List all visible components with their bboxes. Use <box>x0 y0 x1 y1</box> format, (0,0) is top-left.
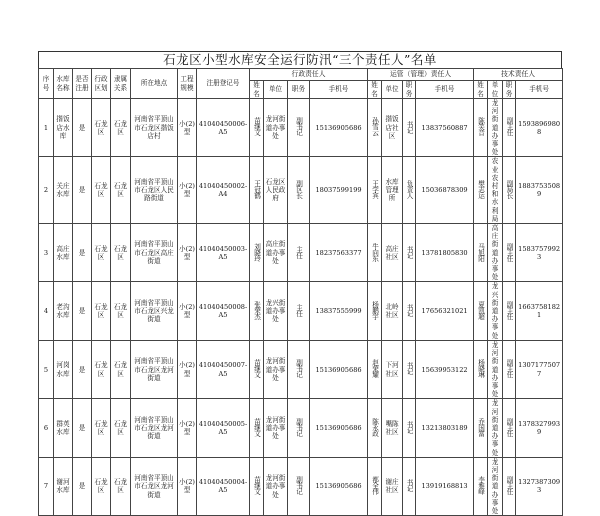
header-tech-phone: 手机号 <box>516 81 563 99</box>
tech-duty-cell <box>503 399 516 457</box>
reg-no-cell: 41040450004-A5 <box>197 457 250 515</box>
tech-duty-cell-text: 副主任 <box>505 300 514 320</box>
header-sup-phone: 手机号 <box>416 81 474 99</box>
seq-cell: 3 <box>39 224 54 282</box>
reservoir-name-cell: 高庄水库 <box>54 224 73 282</box>
tech-duty-cell-text: 副主任 <box>505 417 514 437</box>
reg-no-cell: 41040450003-A5 <box>197 224 250 282</box>
header-admin-name: 姓名 <box>250 81 264 99</box>
admin-duty-cell-text: 主任 <box>294 303 303 317</box>
tech-duty-cell-text: 副主任 <box>505 242 514 261</box>
header-reg-no: 注册登记号 <box>197 69 250 99</box>
supervisor-name-cell <box>368 224 382 282</box>
admin-duty-cell-text: 副区长 <box>294 179 303 199</box>
tech-duty-cell <box>503 99 516 157</box>
admin-name-cell <box>250 399 264 457</box>
admin-name-cell-text: 苗继文 <box>252 359 261 378</box>
tech-name-cell <box>474 282 488 340</box>
tech-duty-cell <box>503 157 516 224</box>
supervisor-phone-cell: 17656321021 <box>416 282 474 340</box>
supervisor-duty-cell-text: 书记 <box>405 120 414 133</box>
supervisor-duty-cell-text: 书记 <box>405 303 414 317</box>
supervisor-phone-cell: 13781805830 <box>416 224 474 282</box>
tech-duty-cell-text: 副主任 <box>505 359 514 378</box>
admin-unit-cell: 龙河街道办事处 <box>264 457 288 515</box>
header-location: 所在地点 <box>131 69 178 99</box>
supervisor-duty-cell <box>403 282 416 340</box>
affiliation-cell: 石龙区 <box>111 224 131 282</box>
tech-name-cell-text: 乔国富 <box>476 417 485 437</box>
admin-duty-cell-text: 副书记 <box>294 476 303 495</box>
project-scale-cell: 小(2)型 <box>178 399 197 457</box>
admin-name-cell-text: 苗继文 <box>252 417 261 437</box>
seq-cell: 1 <box>39 99 54 157</box>
table-row <box>39 457 563 515</box>
supervisor-phone-cell: 13213803189 <box>416 399 474 457</box>
reservoir-name-cell: 老沟水库 <box>54 282 73 340</box>
reservoir-name-cell: 关庄水库 <box>54 157 73 224</box>
project-scale-cell: 小(2)型 <box>178 157 197 224</box>
tech-name-cell <box>474 340 488 398</box>
supervisor-name-cell-text: 孙雪云 <box>370 117 379 136</box>
affiliation-cell: 石龙区 <box>111 99 131 157</box>
admin-duty-cell-text: 副书记 <box>294 117 303 136</box>
tech-duty-cell <box>503 340 516 398</box>
project-scale-cell: 小(2)型 <box>178 224 197 282</box>
admin-unit-cell: 龙河街道办事处 <box>264 99 288 157</box>
admin-duty-cell <box>288 157 310 224</box>
location-cell: 河南省平顶山市石龙区兴龙街道 <box>131 282 178 340</box>
admin-unit-cell: 龙河街道办事处 <box>264 399 288 457</box>
tech-phone-cell: 13783279939 <box>516 399 563 457</box>
admin-duty-cell-text: 副书记 <box>294 359 303 378</box>
supervisor-duty-cell <box>403 99 416 157</box>
tech-duty-cell <box>503 282 516 340</box>
header-group-supervisor: 运管（管理）责任人 <box>368 69 474 81</box>
project-scale-cell: 小(2)型 <box>178 340 197 398</box>
tech-duty-cell-text: 副主任 <box>505 476 514 495</box>
registered-cell: 是 <box>73 99 92 157</box>
supervisor-phone-cell: 13919168813 <box>416 457 474 515</box>
table-row <box>39 282 563 340</box>
responsibility-table <box>38 68 563 516</box>
admin-name-cell-text: 张荣杰 <box>252 300 261 320</box>
tech-phone-cell: 18837535089 <box>516 157 563 224</box>
tech-name-cell <box>474 457 488 515</box>
supervisor-name-cell-text: 杨鹏宇 <box>370 300 379 320</box>
registered-cell: 是 <box>73 282 92 340</box>
admin-name-cell <box>250 457 264 515</box>
supervisor-duty-cell-text: 负责人 <box>405 179 414 199</box>
tech-unit-cell: 龙兴街道办事处 <box>488 282 503 340</box>
affiliation-cell: 石龙区 <box>111 157 131 224</box>
admin-area-cell: 石龙区 <box>92 157 111 224</box>
supervisor-unit-cell: 北岭社区 <box>382 282 403 340</box>
admin-phone-cell: 13837555999 <box>310 282 368 340</box>
admin-name-cell <box>250 224 264 282</box>
header-registered: 是否注册 <box>73 69 92 99</box>
admin-unit-cell: 龙河街道办事处 <box>264 340 288 398</box>
affiliation-cell: 石龙区 <box>111 340 131 398</box>
supervisor-unit-cell: 高庄社区 <box>382 224 403 282</box>
location-cell: 河南省平顶山市石龙区龙河街道 <box>131 399 178 457</box>
supervisor-name-cell-text: 都全伟 <box>370 476 379 495</box>
admin-name-cell-text: 刘晓玲 <box>252 242 261 261</box>
reg-no-cell: 41040450007-A5 <box>197 340 250 398</box>
admin-name-cell-text: 苗继文 <box>252 476 261 495</box>
reservoir-name-cell: 河岗水库 <box>54 340 73 398</box>
header-sup-unit: 单位 <box>382 81 403 99</box>
header-group-tech: 技术责任人 <box>474 69 563 81</box>
seq-cell: 5 <box>39 340 54 398</box>
tech-duty-cell-text: 副局长 <box>505 179 514 199</box>
supervisor-unit-cell: 下河社区 <box>382 340 403 398</box>
supervisor-duty-cell-text: 书记 <box>405 362 414 375</box>
supervisor-duty-cell-text: 书记 <box>405 245 414 258</box>
tech-unit-cell: 龙河街道办事处 <box>488 99 503 157</box>
reg-no-cell: 41040450006-A5 <box>197 99 250 157</box>
project-scale-cell: 小(2)型 <box>178 282 197 340</box>
admin-unit-cell: 高庄街道办事处 <box>264 224 288 282</box>
admin-duty-cell-text: 主任 <box>294 245 303 258</box>
registered-cell: 是 <box>73 399 92 457</box>
admin-area-cell: 石龙区 <box>92 399 111 457</box>
admin-name-cell-text: 王冠鹤 <box>252 179 261 199</box>
reg-no-cell: 41040450005-A5 <box>197 399 250 457</box>
registered-cell: 是 <box>73 340 92 398</box>
admin-unit-cell: 龙兴街道办事处 <box>264 282 288 340</box>
admin-area-cell: 石龙区 <box>92 457 111 515</box>
reservoir-name-cell: 谢河水库 <box>54 457 73 515</box>
admin-name-cell <box>250 99 264 157</box>
supervisor-phone-cell: 13837560887 <box>416 99 474 157</box>
admin-name-cell <box>250 340 264 398</box>
supervisor-duty-cell-text: 书记 <box>405 479 414 492</box>
header-seq: 序号 <box>39 69 54 99</box>
seq-cell: 2 <box>39 157 54 224</box>
supervisor-name-cell-text: 牛向东 <box>370 242 379 261</box>
registered-cell: 是 <box>73 157 92 224</box>
supervisor-phone-cell: 15036878309 <box>416 157 474 224</box>
reg-no-cell: 41040450008-A5 <box>197 282 250 340</box>
tech-name-cell-text: 樊志运 <box>476 179 485 199</box>
project-scale-cell: 小(2)型 <box>178 99 197 157</box>
tech-name-cell-text: 杨晓琳 <box>476 359 485 378</box>
tech-phone-cell: 15837579923 <box>516 224 563 282</box>
header-tech-duty: 职务 <box>503 81 516 99</box>
table-row <box>39 157 563 224</box>
admin-phone-cell: 15136905686 <box>310 399 368 457</box>
tech-name-cell <box>474 224 488 282</box>
tech-duty-cell <box>503 224 516 282</box>
header-admin-duty: 职务 <box>288 81 310 99</box>
supervisor-name-cell <box>368 282 382 340</box>
tech-unit-cell: 高庄街道办事处 <box>488 224 503 282</box>
supervisor-name-cell-text: 赵荣耀 <box>370 359 379 378</box>
supervisor-unit-cell: 揩饭店社区 <box>382 99 403 157</box>
header-reservoir-name: 水库名称 <box>54 69 73 99</box>
document-title: 石龙区小型水库安全运行防汛“三个责任人”名单 <box>38 51 562 68</box>
header-admin-unit: 单位 <box>264 81 288 99</box>
affiliation-cell: 石龙区 <box>111 399 131 457</box>
location-cell: 河南省平顶山市石龙区龙河街道 <box>131 340 178 398</box>
admin-area-cell: 石龙区 <box>92 282 111 340</box>
admin-duty-cell <box>288 99 310 157</box>
tech-name-cell-text: 夏凯超 <box>476 300 485 320</box>
table-row <box>39 399 563 457</box>
supervisor-name-cell <box>368 99 382 157</box>
tech-name-cell-text: 李雅峰 <box>476 476 485 495</box>
location-cell: 河南省平顶山市石龙区高庄街道 <box>131 224 178 282</box>
header-tech-name: 姓名 <box>474 81 488 99</box>
tech-unit-cell: 龙河街道办事处 <box>488 457 503 515</box>
supervisor-duty-cell <box>403 399 416 457</box>
table-row <box>39 340 563 398</box>
supervisor-unit-cell: 嘴陈社区 <box>382 399 403 457</box>
supervisor-duty-cell <box>403 457 416 515</box>
admin-area-cell: 石龙区 <box>92 340 111 398</box>
supervisor-name-cell-text: 王学宾 <box>370 179 379 199</box>
tech-phone-cell: 13273873093 <box>516 457 563 515</box>
reg-no-cell: 41040450002-A4 <box>197 157 250 224</box>
admin-phone-cell: 18037599199 <box>310 157 368 224</box>
tech-phone-cell: 13071775077 <box>516 340 563 398</box>
header-row-groups <box>39 69 563 81</box>
affiliation-cell: 石龙区 <box>111 282 131 340</box>
admin-phone-cell: 15136905686 <box>310 457 368 515</box>
supervisor-name-cell <box>368 457 382 515</box>
admin-area-cell: 石龙区 <box>92 99 111 157</box>
supervisor-unit-cell: 谢庄社区 <box>382 457 403 515</box>
supervisor-name-cell <box>368 399 382 457</box>
supervisor-name-cell <box>368 340 382 398</box>
tech-name-cell <box>474 157 488 224</box>
admin-phone-cell: 18237563377 <box>310 224 368 282</box>
tech-unit-cell: 龙河街道办事处 <box>488 399 503 457</box>
header-affiliation: 隶属关系 <box>111 69 131 99</box>
seq-cell: 6 <box>39 399 54 457</box>
header-project-scale: 工程规模 <box>178 69 197 99</box>
admin-unit-cell: 石龙区人民政府 <box>264 157 288 224</box>
admin-area-cell: 石龙区 <box>92 224 111 282</box>
admin-duty-cell <box>288 457 310 515</box>
tech-unit-cell: 龙河街道办事处 <box>488 340 503 398</box>
admin-name-cell-text: 苗继文 <box>252 117 261 136</box>
tech-duty-cell-text: 副主任 <box>505 117 514 136</box>
supervisor-duty-cell <box>403 340 416 398</box>
tech-name-cell-text: 陈笑音 <box>476 117 485 136</box>
header-admin-area: 行政区划 <box>92 69 111 99</box>
header-admin-phone: 手机号 <box>310 81 368 99</box>
seq-cell: 4 <box>39 282 54 340</box>
registered-cell: 是 <box>73 224 92 282</box>
admin-name-cell <box>250 282 264 340</box>
supervisor-name-cell <box>368 157 382 224</box>
header-sup-name: 姓名 <box>368 81 382 99</box>
supervisor-unit-cell: 水库管理所 <box>382 157 403 224</box>
seq-cell: 7 <box>39 457 54 515</box>
supervisor-duty-cell-text: 书记 <box>405 420 414 434</box>
table-row <box>39 99 563 157</box>
tech-unit-cell: 农业农村和水利局 <box>488 157 503 224</box>
header-sup-duty: 职务 <box>403 81 416 99</box>
reservoir-name-cell: 揩饭店水库 <box>54 99 73 157</box>
admin-phone-cell: 15136905686 <box>310 99 368 157</box>
table-row <box>39 224 563 282</box>
admin-duty-cell <box>288 282 310 340</box>
header-tech-unit: 单位 <box>488 81 503 99</box>
project-scale-cell: 小(2)型 <box>178 457 197 515</box>
admin-name-cell <box>250 157 264 224</box>
document-page <box>38 51 562 516</box>
admin-duty-cell <box>288 399 310 457</box>
location-cell: 河南省平顶山市石龙区人民路街道 <box>131 157 178 224</box>
tech-name-cell <box>474 99 488 157</box>
tech-name-cell <box>474 399 488 457</box>
admin-phone-cell: 15136905686 <box>310 340 368 398</box>
admin-duty-cell <box>288 340 310 398</box>
header-group-admin: 行政责任人 <box>250 69 368 81</box>
admin-duty-cell-text: 副书记 <box>294 417 303 437</box>
location-cell: 河南省平顶山市石龙区揩饭店村 <box>131 99 178 157</box>
supervisor-duty-cell <box>403 157 416 224</box>
location-cell: 河南省平顶山市石龙区龙河街道 <box>131 457 178 515</box>
affiliation-cell: 石龙区 <box>111 457 131 515</box>
reservoir-name-cell: 群英水库 <box>54 399 73 457</box>
tech-phone-cell: 16637581821 <box>516 282 563 340</box>
supervisor-name-cell-text: 陈永政 <box>370 417 379 437</box>
tech-name-cell-text: 马旭阳 <box>476 242 485 261</box>
supervisor-duty-cell <box>403 224 416 282</box>
supervisor-phone-cell: 15639953122 <box>416 340 474 398</box>
tech-phone-cell: 15938969808 <box>516 99 563 157</box>
registered-cell: 是 <box>73 457 92 515</box>
tech-duty-cell <box>503 457 516 515</box>
admin-duty-cell <box>288 224 310 282</box>
